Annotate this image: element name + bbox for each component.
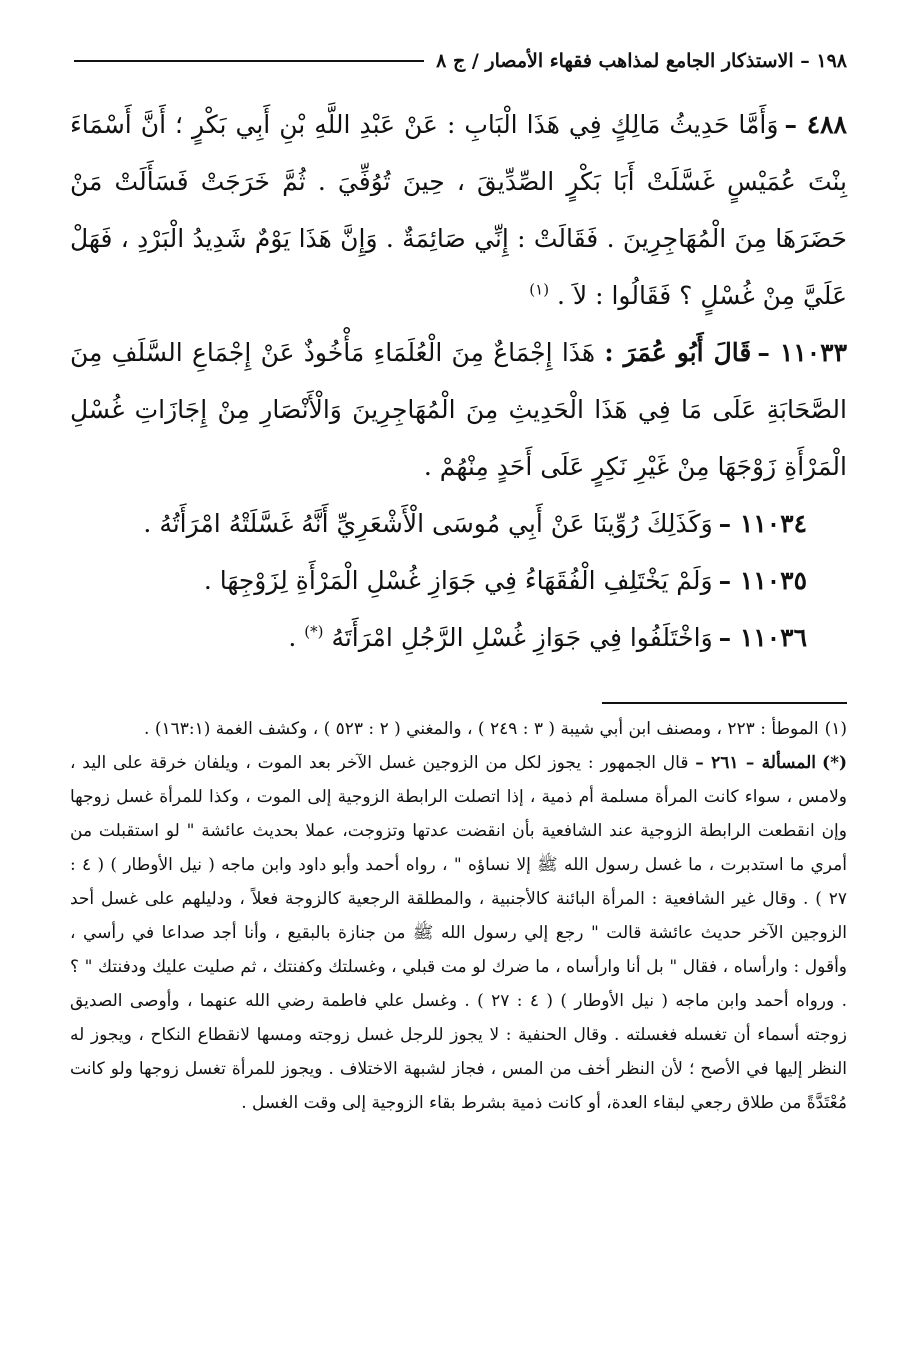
header-rule [74,60,424,62]
paragraph-text: وَاخْتَلَفُوا فِي جَوَازِ غُسْلِ الرَّجُلِ امْرَأَتَهُ [331,623,713,652]
paragraph-lead: قَالَ أَبُو عُمَرَ : [604,338,752,367]
paragraph-11033 [70,324,847,495]
footnote-ref: (١) [529,280,550,299]
footnote-text: قال الجمهور : يجوز لكل من الزوجين غسل الآخر بعد الموت ، ويلفان خرقة على اليد ، ولامس ، سواء كانت المرأة مسلمة أم ذمية ، إذا اتصلت الرابطة الزوجية إلى الموت ، وكذا للمرأة غسل زوجها وإن انقطعت الرابطة الزوجية عند الشافعية بأن انقضت عدتها وتزوجت، عملا بحديث عائشة " لو استقبلت من أمري ما استدبرت ، ما غسل رسول الله ﷺ إلا نساؤه " ، رواه أحمد وأبو داود وابن ماجه ( نيل الأوطار ) ( ٤ : ٢٧ ) . وقال غير الشافعية : المرأة البائنة كالأجنبية ، والمطلقة الرجعية كالزوجة فعلاً ، ودليلهم على غسل أحد الزوجين الآخر حديث عائشة قالت " رجع إلي رسول الله ﷺ من جنازة بالبقيع ، وأنا أجد صداعا في رأسي ، وأقول : وارأساه ، فقال " بل أنا وارأساه ، ما ضرك لو مت قبلي ، وغسلتك وكفنتك ، ثم صليت عليك ودفنتك " ؟ . ورواه أحمد وابن ماجه ( نيل الأوطار ) ( ٤ : ٢٧ ) . وغسل علي فاطمة رضي الله عنهما ، وأوصى الصديق زوجته أسماء أن تغسله فغسلته . وقال الحنفية : لا يجوز للرجل غسل زوجته ومسها لانقطاع النكاح ، ويجوز له النظر إليها في الأصح ؛ لأن النظر أخف من المس ، فجاز لشبهة الاختلاف . ويجوز للمرأة تغسل زوجها ولو كانت مُعْتَدَّةً من طلاق رجعي لبقاء العدة، أو كانت ذمية بشرط بقاء الزوجية إلى وقت الغسل . [70,753,848,1113]
paragraph-number: ١١٠٣٦ – [718,623,807,652]
footnote-1 [70,712,847,746]
paragraph-number: ٤٨٨ – [784,110,847,139]
paragraph-number: ١١٠٣٣ – [757,338,847,367]
header-separator: – [800,50,810,72]
paragraph-11036 [70,609,847,666]
page-number: ١٩٨ [816,50,847,72]
footnote-lead: المسألة – ٢٦١ – [695,753,817,773]
paragraph-number: ١١٠٣٥ – [718,566,807,595]
footnote-separator [602,702,847,704]
paragraph-number: ١١٠٣٤ – [718,509,807,538]
paragraph-text: وَكَذَلِكَ رُوِّينَا عَنْ أَبِي مُوسَى الْأَشْعَرِيِّ أَنَّهُ غَسَّلَتْهُ امْرَأَتُهُ . [143,509,713,538]
book-page [70,36,847,1120]
footnote-star [70,746,847,1120]
paragraph-text: وَأَمَّا حَدِيثُ مَالِكٍ فِي هَذَا الْبَابِ : عَنْ عَبْدِ اللَّهِ بْنِ أَبِي بَكْرٍ ؛ أَنَّ أَسْمَاءَ بِنْتَ عُمَيْسٍ غَسَّلَتْ أَبَا بَكْرٍ الصِّدِّيقَ ، حِينَ تُوُفِّيَ . ثُمَّ خَرَجَتْ فَسَأَلَتْ مَنْ حَضَرَهَا مِنَ الْمُهَاجِرِينَ . فَقَالَتْ : إِنِّي صَائِمَةٌ . وَإِنَّ هَذَا يَوْمٌ شَدِيدُ الْبَرْدِ ، فَهَلْ عَلَيَّ مِنْ غُسْلٍ ؟ فَقَالُوا : لاَ . [70,110,848,310]
paragraph-11034 [70,495,847,552]
book-title: الاستذكار الجامع لمذاهب فقهاء الأمصار / ج ٨ [436,50,794,72]
footnotes [70,712,847,1120]
footnote-mark: (*) [822,753,848,773]
running-header [70,36,847,86]
running-header-text [436,50,847,72]
paragraph-11035 [70,552,847,609]
footnote-mark: (١) [824,719,847,739]
footnote-ref: (*) [304,622,324,641]
hadith-paragraph-488 [70,96,847,324]
paragraph-text: وَلَمْ يَخْتَلِفِ الْفُقَهَاءُ فِي جَوَازِ غُسْلِ الْمَرْأَةِ لِزَوْجِهَا . [203,566,713,595]
main-text [70,96,847,666]
paragraph-end: . [288,623,305,652]
footnote-text: الموطأ : ٢٢٣ ، ومصنف ابن أبي شيبة ( ٣ : ٢٤٩ ) ، والمغني ( ٢ : ٥٢٣ ) ، وكشف الغمة (١٦٣:١) . [144,719,819,739]
paragraph-text: هَذَا إِجْمَاعٌ مِنَ الْعُلَمَاءِ مَأْخُوذٌ عَنْ إِجْمَاعِ السَّلَفِ مِنَ الصَّحَابَةِ عَلَى مَا فِي هَذَا الْحَدِيثِ مِنَ الْمُهَاجِرِينَ وَالْأَنْصَارِ مِنْ إِجَازَاتِ غُسْلِ الْمَرْأَةِ زَوْجَهَا مِنْ غَيْرِ نَكِرٍ عَلَى أَحَدٍ مِنْهُمْ . [70,338,847,481]
